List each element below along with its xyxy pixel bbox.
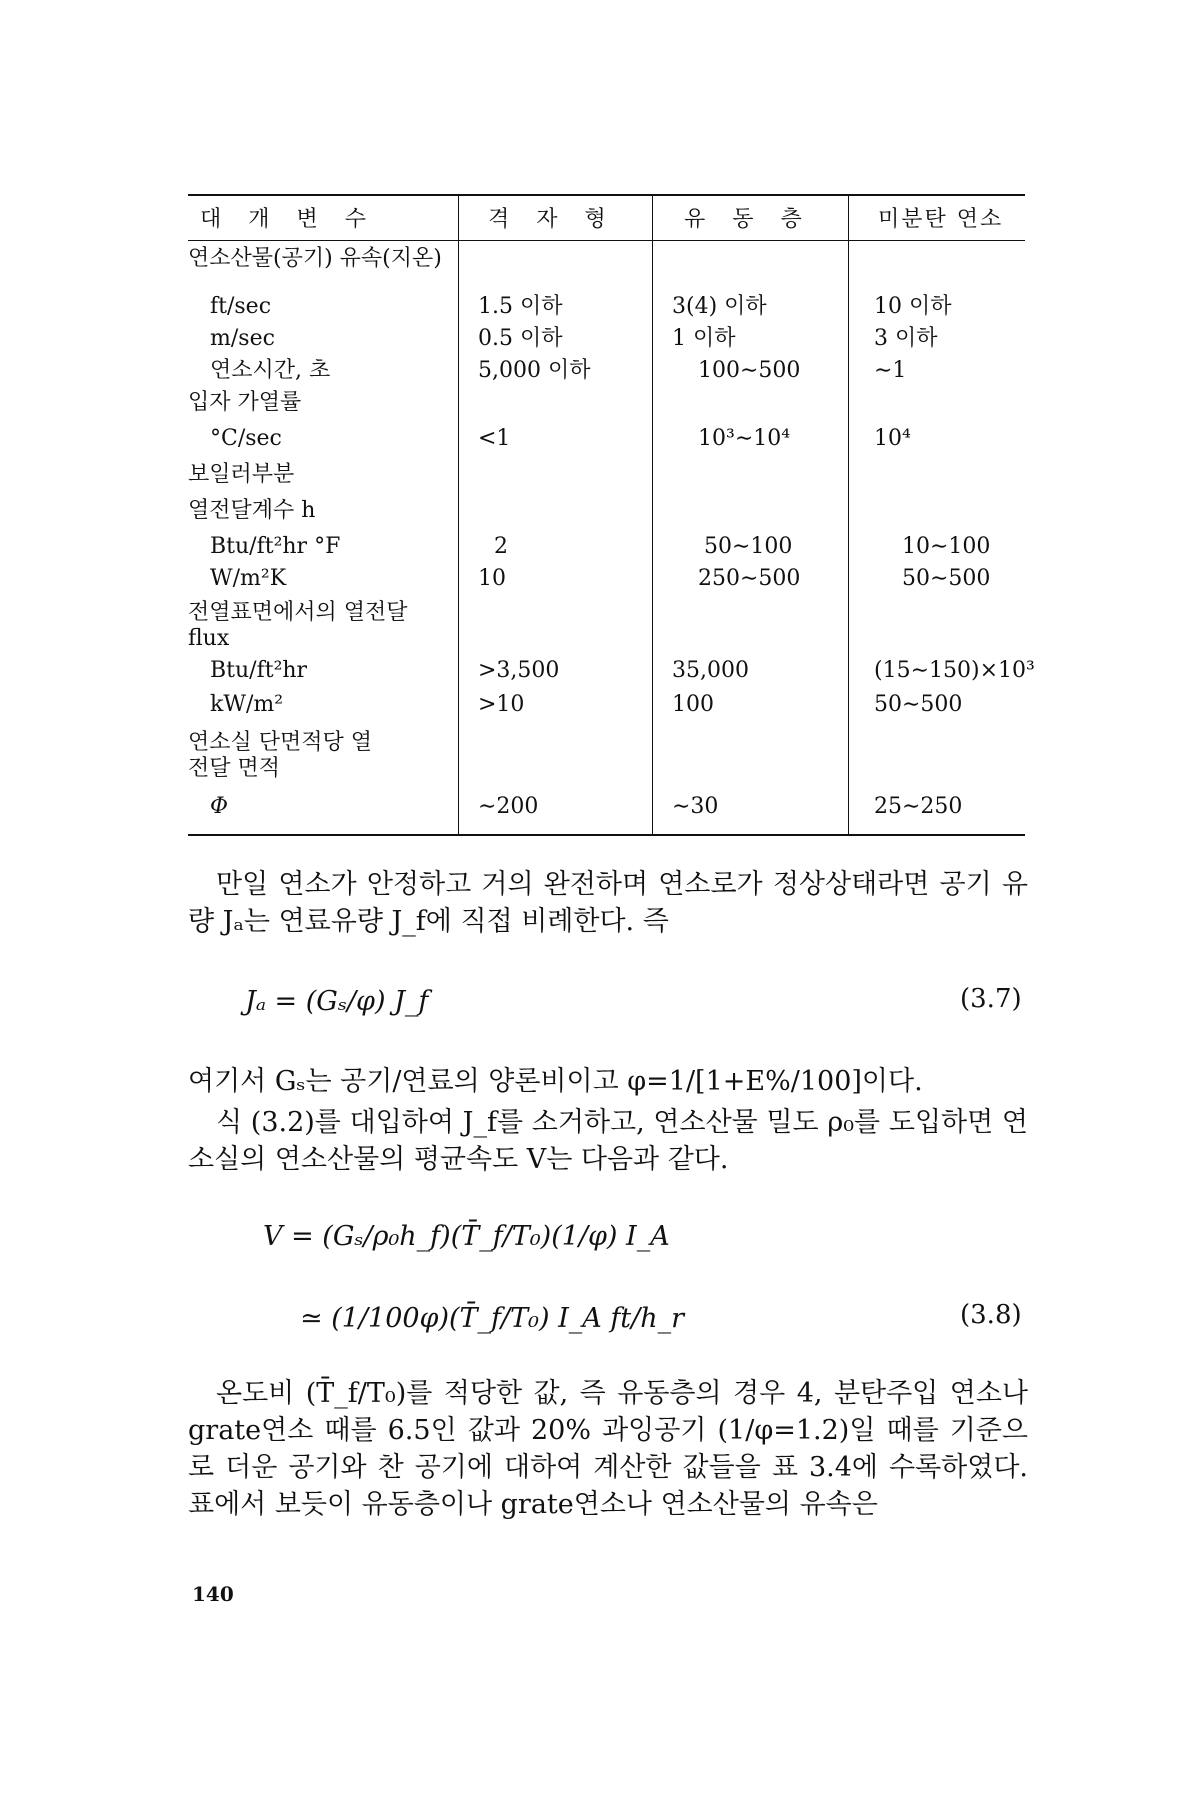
table-row-label: Btu/ft²hr °F bbox=[210, 534, 341, 559]
table-cell: <1 bbox=[478, 426, 511, 451]
table-row-label: 입자 가열률 bbox=[188, 390, 302, 415]
table-row-label: 보일러부분 bbox=[188, 462, 295, 487]
table-cell: ∼1 bbox=[874, 358, 907, 383]
table-header-rule bbox=[188, 240, 1025, 241]
equation-number: (3.8) bbox=[960, 1300, 1022, 1330]
table-row-label: 연소실 단면적당 열전달 면적 bbox=[188, 730, 373, 781]
table-cell: 1.5 이하 bbox=[478, 294, 563, 319]
table-row-label: kW/m² bbox=[210, 692, 284, 717]
table-top-rule bbox=[188, 194, 1025, 196]
table-row-label: Φ bbox=[210, 794, 229, 819]
table-cell: 50∼100 bbox=[704, 534, 793, 559]
column-divider bbox=[652, 194, 653, 834]
table-header-pulverized-coal: 미분탄 연소 bbox=[878, 207, 1004, 232]
table-cell: 35,000 bbox=[672, 658, 749, 683]
table-cell: 2 bbox=[494, 534, 508, 559]
table-row-label: 전열표면에서의 열전달 flux bbox=[188, 600, 408, 651]
table-cell: (15∼150)×10³ bbox=[874, 658, 1035, 683]
equation-3-8-line-2: ≃ (1/100φ)(T̄_f/T₀) I_A ft/h_r bbox=[300, 1303, 685, 1334]
table-cell: ∼200 bbox=[478, 794, 539, 819]
table-cell: 3(4) 이하 bbox=[672, 294, 767, 319]
paragraph-mean-velocity: 식 (3.2)를 대입하여 J_f를 소거하고, 연소산물 밀도 ρ₀를 도입하면 연소실의 연소산물의 평균속도 V는 다음과 같다. bbox=[188, 1107, 1028, 1175]
table-cell: 100∼500 bbox=[698, 358, 801, 383]
table-row-label: m/sec bbox=[210, 326, 275, 351]
equation-3-7: Jₐ = (Gₛ/φ) J_f bbox=[245, 986, 429, 1017]
table-cell: 50∼500 bbox=[902, 566, 991, 591]
table-cell: 1 이하 bbox=[672, 326, 736, 351]
table-row-label: Btu/ft²hr bbox=[210, 658, 308, 683]
table-row-label: 연소시간, 초 bbox=[210, 358, 331, 383]
column-divider bbox=[848, 194, 849, 834]
table-cell: >3,500 bbox=[478, 658, 560, 683]
table-row-label: °C/sec bbox=[210, 426, 282, 451]
table-cell: 100 bbox=[672, 692, 714, 717]
equation-number: (3.7) bbox=[960, 984, 1022, 1014]
table-row-label: W/m²K bbox=[210, 566, 287, 591]
table-bottom-rule bbox=[188, 834, 1025, 836]
table-cell: 10⁴ bbox=[874, 426, 911, 451]
paragraph-temperature-ratio: 온도비 (T̄_f/T₀)를 적당한 값, 즉 유동층의 경우 4, 분탄주입 연소나 grate연소 때를 6.5인 값과 20% 과잉공기 (1/φ=1.2)일 때를 기준으로 더운 공기와 찬 공기에 대하여 계산한 값들을 표 3.4에 수록하였다. 표에서 보듯이 유동층이나 grate연소나 연소산물의 유속은 bbox=[188, 1378, 1028, 1520]
table-cell: 50∼500 bbox=[874, 692, 963, 717]
table-cell: >10 bbox=[478, 692, 525, 717]
table-row-label: ft/sec bbox=[210, 294, 272, 319]
equation-3-8-line-1: V = (Gₛ/ρ₀h_f)(T̄_f/T₀)(1/φ) I_A bbox=[263, 1221, 670, 1252]
paragraph-stoichiometry: 여기서 Gₛ는 공기/연료의 양론비이고 φ=1/[1+E%/100]이다. bbox=[188, 1066, 923, 1097]
table-cell: ∼30 bbox=[672, 794, 719, 819]
table-cell: 10 bbox=[478, 566, 506, 591]
table-header-grate: 격 자 형 bbox=[488, 207, 616, 232]
table-cell: 10 이하 bbox=[874, 294, 952, 319]
table-cell: 250∼500 bbox=[698, 566, 801, 591]
table-row-label: 열전달계수 h bbox=[188, 498, 316, 523]
table-header-parameter: 대 개 변 수 bbox=[200, 207, 376, 232]
table-cell: 10³∼10⁴ bbox=[698, 426, 791, 451]
table-cell: 0.5 이하 bbox=[478, 326, 563, 351]
page-number: 140 bbox=[192, 1582, 234, 1606]
table-cell: 5,000 이하 bbox=[478, 358, 591, 383]
column-divider bbox=[458, 194, 459, 834]
paragraph-air-flow: 만일 연소가 안정하고 거의 완전하며 연소로가 정상상태라면 공기 유량 Jₐ는 연료유량 J_f에 직접 비례한다. 즉 bbox=[188, 869, 1028, 937]
table-row-label: 연소산물(공기) 유속(지온) bbox=[188, 246, 442, 271]
table-cell: 10∼100 bbox=[902, 534, 991, 559]
table-cell: 3 이하 bbox=[874, 326, 938, 351]
table-cell: 25∼250 bbox=[874, 794, 963, 819]
table-header-fluidized-bed: 유 동 층 bbox=[684, 207, 812, 232]
